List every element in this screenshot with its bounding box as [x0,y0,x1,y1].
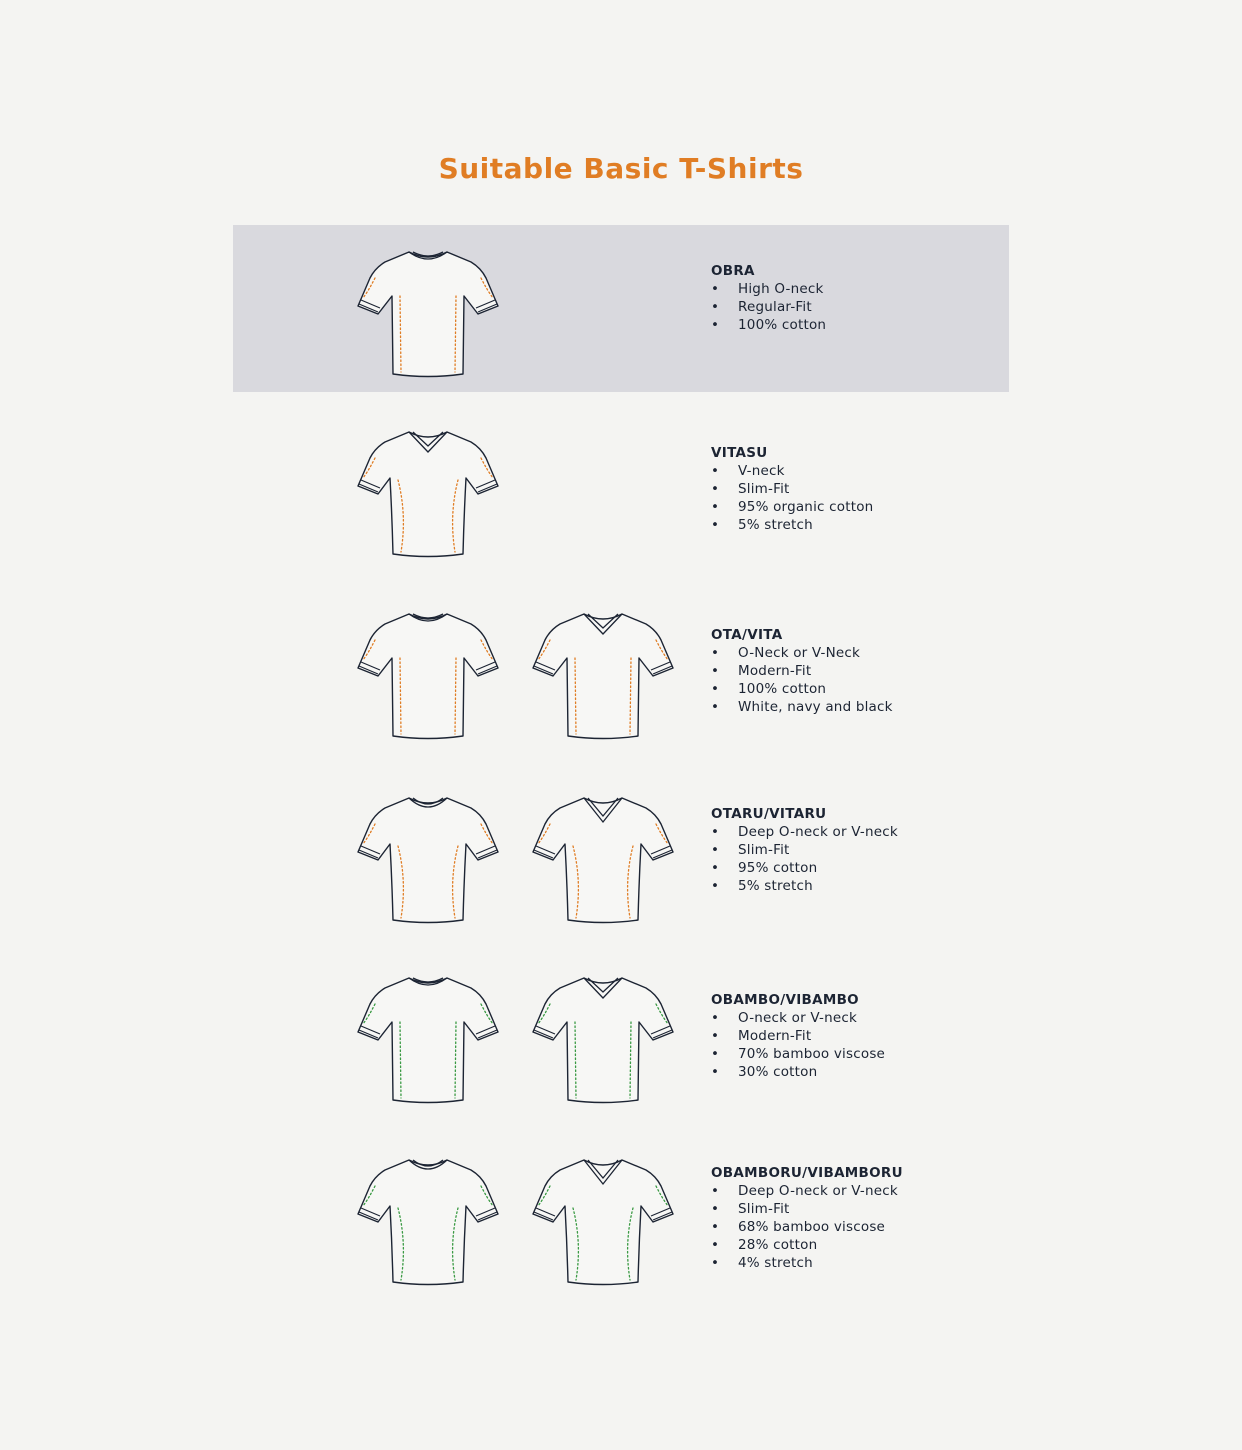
bullet: • [711,463,720,479]
shirt-spec [711,805,898,895]
shirt-outline [533,978,673,1103]
feature-item [711,680,893,698]
feature-text: O-Neck or V-Neck [738,645,861,661]
shirt-outline [358,432,498,557]
feature-text: High O-neck [738,281,824,297]
shirt-spec [711,991,885,1081]
bullet: • [711,281,720,297]
feature-text: Regular-Fit [738,299,812,315]
shirt-outline [358,978,498,1103]
feature-text: Slim-Fit [738,1201,790,1217]
bullet: • [711,1255,720,1271]
feature-text: 28% cotton [738,1237,818,1253]
shirt-outline [358,252,498,377]
feature-item [711,859,898,877]
feature-item [711,1236,903,1254]
bullet: • [711,1046,720,1062]
shirt-outline [358,614,498,739]
feature-item [711,1009,885,1027]
feature-item [711,280,826,298]
bullet: • [711,1064,720,1080]
feature-text: Slim-Fit [738,842,790,858]
shirt-spec [711,444,873,534]
tshirt-icon [530,786,676,930]
feature-item [711,1254,903,1272]
bullet: • [711,517,720,533]
feature-item [711,841,898,859]
feature-text: Modern-Fit [738,663,812,679]
bullet: • [711,824,720,840]
feature-text: V-neck [738,463,785,479]
feature-list [711,823,898,895]
feature-item [711,644,893,662]
feature-text: 4% stretch [738,1255,813,1271]
feature-list [711,1182,903,1272]
feature-item [711,1045,885,1063]
feature-text: Slim-Fit [738,481,790,497]
feature-item [711,877,898,895]
feature-text: Modern-Fit [738,1028,812,1044]
feature-text: 70% bamboo viscose [738,1046,886,1062]
feature-item [711,480,873,498]
shirt-spec [711,1164,903,1272]
feature-text: White, navy and black [738,699,893,715]
feature-text: 95% organic cotton [738,499,874,515]
feature-text: 5% stretch [738,878,813,894]
shirt-model-name: OBRA [711,263,755,279]
bullet: • [711,1028,720,1044]
tshirt-icon [530,966,676,1110]
shirt-model-name: OBAMBORU/VIBAMBORU [711,1165,903,1181]
bullet: • [711,699,720,715]
feature-list [711,644,893,716]
tshirt-icon [355,240,501,384]
shirt-model-name: VITASU [711,445,768,461]
feature-item [711,1200,903,1218]
bullet: • [711,878,720,894]
bullet: • [711,1010,720,1026]
feature-item [711,1027,885,1045]
shirt-model-name: OTARU/VITARU [711,806,827,822]
bullet: • [711,842,720,858]
bullet: • [711,499,720,515]
shirt-spec [711,626,893,716]
highlight-band [233,225,1009,392]
tshirt-icon [355,966,501,1110]
feature-item [711,662,893,680]
feature-item [711,298,826,316]
bullet: • [711,645,720,661]
feature-item [711,698,893,716]
shirt-model-name: OBAMBO/VIBAMBO [711,992,859,1008]
feature-text: 68% bamboo viscose [738,1219,886,1235]
tshirt-icon [355,1148,501,1292]
feature-item [711,1182,903,1200]
bullet: • [711,1237,720,1253]
page-title: Suitable Basic T-Shirts [438,152,804,185]
feature-text: 30% cotton [738,1064,818,1080]
shirt-outline [533,614,673,739]
feature-text: 5% stretch [738,517,813,533]
feature-list [711,1009,885,1081]
feature-text: 100% cotton [738,681,827,697]
shirt-model-name: OTA/VITA [711,627,783,643]
bullet: • [711,1183,720,1199]
bullet: • [711,663,720,679]
feature-item [711,823,898,841]
tshirt-icon [530,602,676,746]
shirt-spec [711,262,826,334]
shirt-outline [358,798,498,923]
feature-item [711,316,826,334]
bullet: • [711,317,720,333]
tshirt-icon [355,786,501,930]
feature-text: 100% cotton [738,317,827,333]
bullet: • [711,681,720,697]
feature-item [711,462,873,480]
bullet: • [711,860,720,876]
feature-text: Deep O-neck or V-neck [738,824,898,840]
tshirt-icon [355,602,501,746]
feature-list [711,280,826,334]
feature-text: O-neck or V-neck [738,1010,857,1026]
feature-list [711,462,873,534]
bullet: • [711,299,720,315]
bullet: • [711,1201,720,1217]
feature-item [711,498,873,516]
tshirt-icon [530,1148,676,1292]
tshirt-icon [355,420,501,564]
feature-text: 95% cotton [738,860,818,876]
feature-item [711,516,873,534]
feature-item [711,1063,885,1081]
feature-text: Deep O-neck or V-neck [738,1183,898,1199]
bullet: • [711,481,720,497]
bullet: • [711,1219,720,1235]
shirt-outline [358,1160,498,1285]
feature-item [711,1218,903,1236]
